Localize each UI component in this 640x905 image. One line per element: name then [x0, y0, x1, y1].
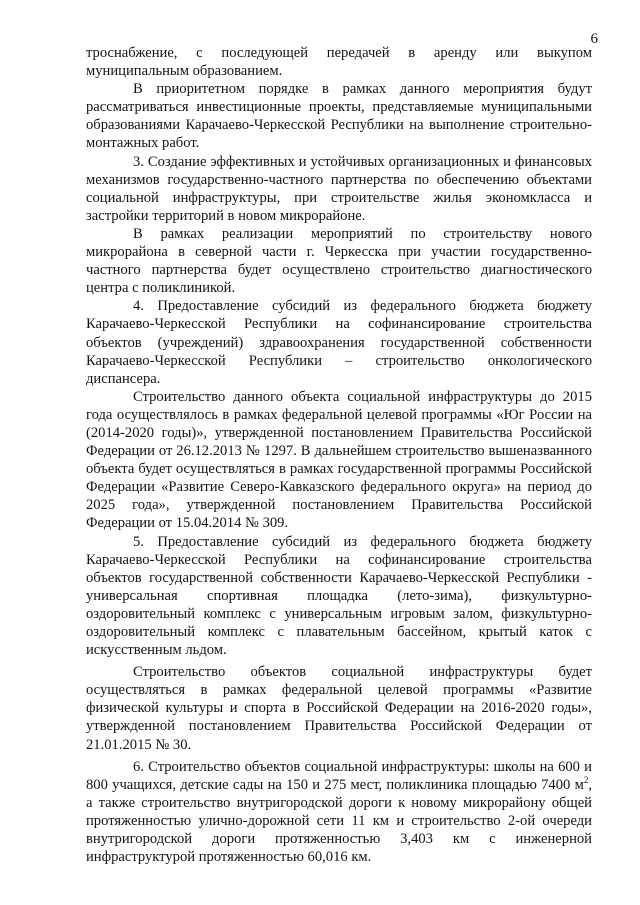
- paragraph-item-6: [86, 758, 592, 867]
- paragraph-item-3: 3. Создание эффективных и устойчивых организационных и финансовых механизмов государственно-частного партнерства по обеспечению объектами социальной инфраструктуры, при строительстве жилья экономкласса и застройки территорий в новом микрорайоне.: [86, 153, 592, 224]
- item-6-text-end: , а также строительство внутригородской дороги к новому микрорайону общей протяженностью улично-дорожной сети 11 км и строительство 2-ой очереди внутригородской дороги протяженностью 3,403 км с инженерной инфраструктурой протяженностью 60,016 км.: [86, 776, 592, 866]
- paragraph-item-4: 4. Предоставление субсидий из федерального бюджета бюджету Карачаево-Черкесской Республики на софинансирование строительства объектов (учреждений) здравоохранения государственной собственности Карачаево-Черкесской Республики – строительство онкологического диспансера.: [86, 298, 592, 387]
- paragraph-sports-program: Строительство объектов социальной инфраструктуры будет осуществляться в рамках федеральной целевой программы «Развитие физической культуры и спорта в Российской Федерации на 2016-2020 годы», утвержденной постановлением Правительства Российской Федерации от 21.01.2015 № 30.: [86, 664, 592, 753]
- paragraph-oncology-construction: Строительство данного объекта социальной инфраструктуры до 2015 года осуществлялось в рамках федеральной целевой программы «Юг России на (2014-2020 годы)», утвержденной постановлением Правительства Российской Федерации от 26.12.2013 № 1297. В дальнейшем строительство вышеназванного объекта будет осуществляться в рамках государственной программы Российской Федерации «Развитие Северо-Кавказского федерального округа» на период до 2025 года», утвержденной постановлением Правительства Российской Федерации от 15.04.2014 № 309.: [86, 388, 592, 532]
- paragraph-investment-projects: В приоритетном порядке в рамках данного мероприятия будут рассматриваться инвестиционные проекты, представляемые муниципальными образованиями Карачаево-Черкесской Республики на выполнение строительно-монтажных работ.: [86, 81, 592, 152]
- document-body: [86, 44, 592, 866]
- page-number: 6: [590, 31, 598, 47]
- paragraph-item-5: 5. Предоставление субсидий из федерального бюджета бюджету Карачаево-Черкесской Республики на софинансирование строительства объектов государственной собственности Карачаево-Черкесской Республики - универсальная спортивная площадка (лето-зима), физкультурно-оздоровительный комплекс с универсальным игровым залом, физкультурно-оздоровительный комплекс с плавательным бассейном, крытый каток с искусственным льдом.: [86, 533, 592, 659]
- item-6-text-start: 6. Строительство объектов социальной инфраструктуры: школы на 600 и 800 учащихся, детские сады на 150 и 275 мест, поликлиника площадью 7400 м: [86, 758, 592, 793]
- item-6-superscript: 2: [583, 774, 589, 785]
- paragraph-continuation: троснабжение, с последующей передачей в аренду или выкупом муниципальным образованием.: [86, 45, 592, 80]
- paragraph-microdistrict: В рамках реализации мероприятий по строительству нового микрорайона в северной части г. Черкесска при участии государственно-частного партнерства будет осуществлено строительство диагностического центра с поликлиникой.: [86, 225, 592, 297]
